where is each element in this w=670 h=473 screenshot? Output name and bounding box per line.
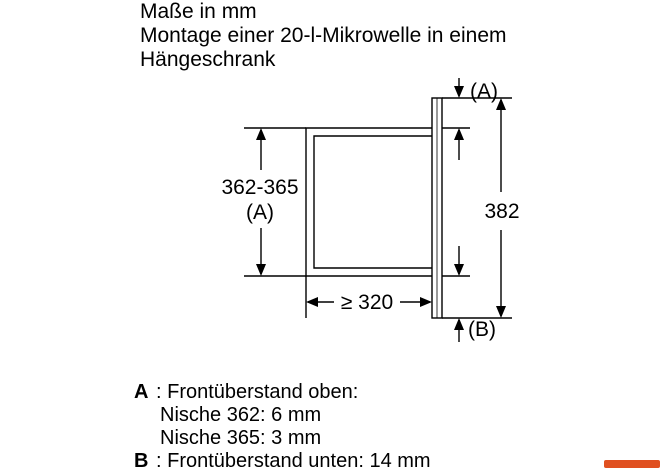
total-height-value: 382: [484, 200, 520, 223]
note-a-line2: Nische 365: 3 mm: [160, 427, 322, 449]
note-b-title: : Frontüberstand unten: 14 mm: [156, 450, 431, 472]
label-b-bottom: (B): [468, 318, 496, 341]
niche-outline: [306, 128, 432, 276]
arrow-height-bottom: [256, 264, 266, 276]
note-a: [134, 381, 431, 404]
arrow-depth-right: [420, 297, 432, 307]
watermark-badge: [604, 460, 660, 468]
niche-height-value: 362-365: [221, 176, 299, 199]
title-units: Maße in mm: [140, 0, 257, 23]
title-description-cont: Hängeschrank: [140, 48, 276, 71]
note-b-key: B: [134, 450, 149, 472]
label-a-top: (A): [470, 80, 498, 103]
arrow-a-top: [454, 86, 464, 98]
niche-height-ref: (A): [246, 201, 274, 224]
note-a-key: A: [134, 381, 149, 403]
note-a-title: : Frontüberstand oben:: [156, 381, 359, 403]
note-b: [134, 450, 431, 473]
microwave-body: [314, 136, 432, 268]
arrow-height-top: [256, 128, 266, 140]
title-description: Montage einer 20-l-Mikrowelle in einem: [140, 24, 507, 47]
legend-notes: [134, 381, 431, 473]
arrow-depth-left: [306, 297, 318, 307]
arrow-b-bottom: [454, 318, 464, 330]
depth-value: ≥ 320: [340, 291, 394, 314]
arrow-total-bottom: [496, 306, 506, 318]
note-a-line1: Nische 362: 6 mm: [160, 404, 322, 426]
